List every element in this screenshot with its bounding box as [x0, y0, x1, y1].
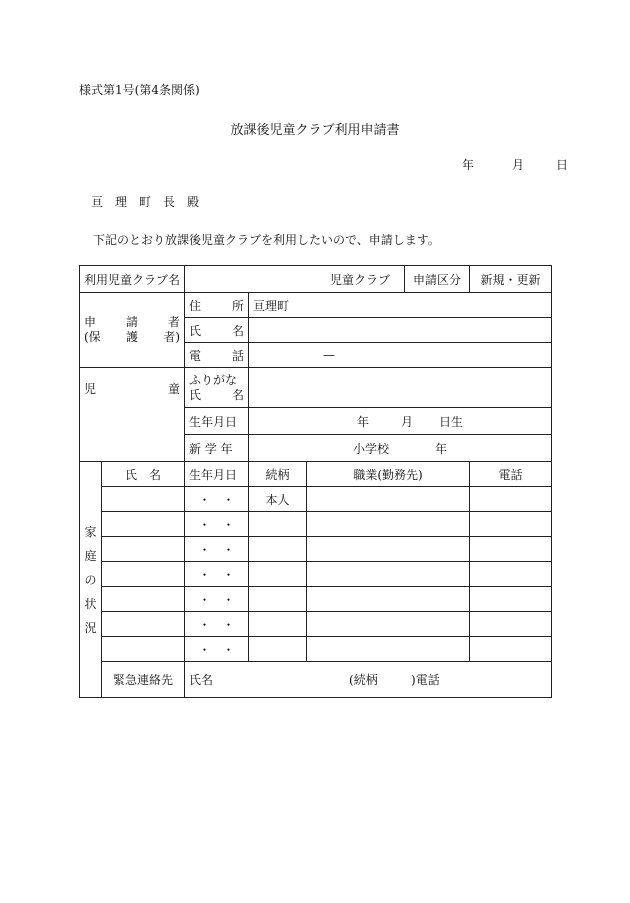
child-label-char: 童	[168, 382, 181, 396]
family-phone-field[interactable]	[470, 512, 552, 537]
family-label-char: 状	[84, 596, 97, 611]
family-header-birth: 生年月日	[185, 462, 249, 487]
club-name-label: 利用児童クラブ名	[80, 266, 185, 293]
relation-value: 本人	[265, 492, 290, 507]
family-birth-field[interactable]	[185, 487, 249, 512]
birth-day-label: 日生	[439, 414, 464, 429]
date-placeholder: ・ ・	[198, 642, 235, 657]
family-relation-field[interactable]	[249, 562, 307, 587]
family-job-field[interactable]	[307, 487, 470, 512]
date-placeholder: ・ ・	[198, 542, 235, 557]
family-row	[80, 587, 552, 612]
addressee-char: 長	[163, 195, 176, 209]
family-job-field[interactable]	[307, 637, 470, 662]
applicant-label-char: 申	[84, 315, 97, 329]
family-job-field[interactable]	[307, 612, 470, 637]
date-placeholder: ・ ・	[198, 617, 235, 632]
family-name-field[interactable]	[102, 637, 185, 662]
applicant-label-char: (保	[84, 330, 101, 344]
family-row	[80, 487, 552, 512]
family-label-char: 庭	[84, 548, 97, 563]
family-label-char: 家	[84, 524, 97, 539]
family-name-field[interactable]	[102, 612, 185, 637]
date-month-label: 月	[512, 158, 525, 172]
applicant-name-field[interactable]	[249, 318, 552, 343]
family-row	[80, 637, 552, 662]
date-year-label: 年	[462, 158, 475, 172]
date-day-label: 日	[556, 158, 569, 172]
family-phone-field[interactable]	[470, 587, 552, 612]
applicant-label-char: 者	[168, 315, 181, 329]
addressee-char: 理	[115, 195, 128, 209]
family-birth-field[interactable]	[185, 562, 249, 587]
family-phone-field[interactable]	[470, 562, 552, 587]
family-job-field[interactable]	[307, 537, 470, 562]
family-name-field[interactable]	[102, 487, 185, 512]
family-relation-field[interactable]	[249, 512, 307, 537]
date-placeholder: ・ ・	[198, 592, 235, 607]
family-birth-field[interactable]	[185, 512, 249, 537]
applicant-name-label	[185, 318, 249, 343]
family-relation-field[interactable]	[249, 612, 307, 637]
family-phone-field[interactable]	[470, 487, 552, 512]
child-name-label	[185, 368, 249, 408]
emergency-field[interactable]	[185, 662, 552, 698]
family-name-field[interactable]	[102, 587, 185, 612]
family-header-name: 氏 名	[102, 462, 185, 487]
address-label-char: 住	[189, 298, 202, 313]
applicant-label	[80, 293, 185, 368]
family-phone-field[interactable]	[470, 637, 552, 662]
child-birth-label: 生年月日	[185, 408, 249, 435]
addressee-char: 殿	[187, 195, 200, 209]
child-name-label-char: 氏	[189, 387, 202, 402]
family-header-phone: 電話	[470, 462, 552, 487]
address-label	[185, 293, 249, 318]
family-label-char: 況	[84, 620, 97, 635]
family-row	[80, 612, 552, 637]
emergency-phone-label: )電話	[411, 673, 440, 687]
family-header-job: 職業(勤務先)	[307, 462, 470, 487]
applicant-phone-label	[185, 343, 249, 368]
phone-label-char: 電	[189, 348, 202, 363]
category-field[interactable]	[470, 266, 552, 293]
category-label: 申請区分	[405, 266, 470, 293]
family-phone-field[interactable]	[470, 537, 552, 562]
club-name-field[interactable]	[185, 266, 405, 293]
phone-dash: —	[323, 348, 336, 362]
name-label-char: 氏	[189, 323, 202, 338]
application-form-table	[79, 265, 552, 698]
applicant-label-char: 請	[126, 315, 139, 329]
family-birth-field[interactable]	[185, 612, 249, 637]
furigana-label: ふりがな	[189, 372, 238, 387]
child-name-label-char: 名	[232, 387, 245, 402]
date-line	[462, 156, 568, 173]
family-row	[80, 512, 552, 537]
child-grade-label: 新 学 年	[185, 435, 249, 462]
birth-year-label: 年	[357, 414, 370, 429]
phone-label-char: 話	[232, 348, 245, 363]
family-row	[80, 562, 552, 587]
applicant-phone-field[interactable]	[249, 343, 552, 368]
address-label-char: 所	[232, 298, 245, 313]
birth-month-label: 月	[401, 414, 414, 429]
applicant-label-char: 護	[126, 330, 139, 344]
date-placeholder: ・ ・	[198, 517, 235, 532]
child-birth-field[interactable]	[249, 408, 552, 435]
form-number: 様式第1号(第4条関係)	[79, 83, 200, 97]
emergency-relation-label: (続柄	[349, 673, 378, 687]
club-suffix: 児童クラブ	[330, 272, 391, 287]
family-header-relation: 続柄	[249, 462, 307, 487]
family-relation-field[interactable]	[249, 537, 307, 562]
grade-suffix: 年	[435, 441, 448, 456]
child-grade-field[interactable]	[249, 435, 552, 462]
family-label-char: の	[84, 572, 97, 587]
child-name-field[interactable]	[249, 368, 552, 408]
family-job-field[interactable]	[307, 587, 470, 612]
family-name-field[interactable]	[102, 512, 185, 537]
family-label	[80, 462, 102, 698]
family-phone-field[interactable]	[470, 612, 552, 637]
addressee	[91, 193, 211, 210]
family-row	[80, 537, 552, 562]
family-name-field[interactable]	[102, 562, 185, 587]
family-birth-field[interactable]	[185, 637, 249, 662]
child-label-char: 児	[84, 382, 97, 396]
intro-text: 下記のとおり放課後児童クラブを利用したいので、申請します。	[93, 233, 440, 247]
addressee-char: 町	[139, 195, 152, 209]
address-field[interactable]	[249, 293, 552, 318]
address-value: 亘理町	[253, 298, 290, 313]
date-placeholder: ・ ・	[198, 492, 235, 507]
family-birth-field[interactable]	[185, 537, 249, 562]
category-value: 新規・更新	[480, 272, 541, 287]
date-placeholder: ・ ・	[198, 567, 235, 582]
family-birth-field[interactable]	[185, 587, 249, 612]
family-name-field[interactable]	[102, 537, 185, 562]
form-title: 放課後児童クラブ利用申請書	[230, 123, 400, 138]
family-relation-field[interactable]	[249, 587, 307, 612]
family-job-field[interactable]	[307, 512, 470, 537]
family-job-field[interactable]	[307, 562, 470, 587]
emergency-name-label: 氏名	[189, 673, 214, 687]
family-relation-field[interactable]	[249, 487, 307, 512]
applicant-label-char: 者)	[163, 330, 181, 344]
addressee-char: 亘	[91, 195, 104, 209]
school-suffix: 小学校	[353, 441, 390, 456]
family-relation-field[interactable]	[249, 637, 307, 662]
child-label	[80, 368, 185, 462]
name-label-char: 名	[232, 323, 245, 338]
emergency-label: 緊急連絡先	[102, 662, 185, 698]
